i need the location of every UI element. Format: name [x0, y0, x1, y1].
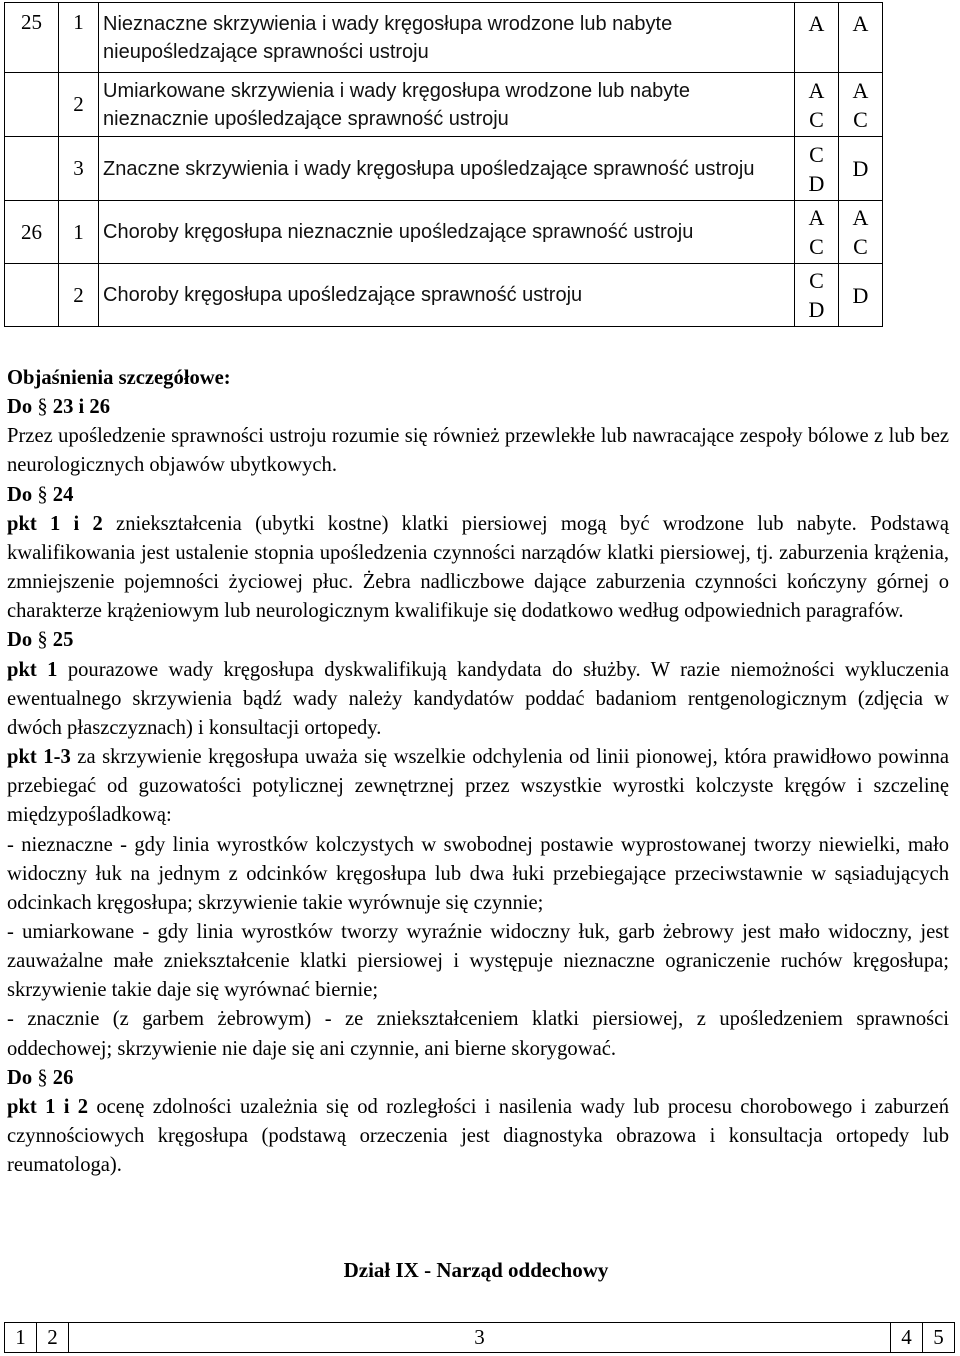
footer-cell-3: 3: [69, 1323, 891, 1353]
item-number: 2: [59, 264, 99, 327]
item-number: 3: [59, 137, 99, 201]
footer-cell-1: 1: [5, 1323, 37, 1353]
dash-item-severe: - znacznie (z garbem żebrowym) - ze zniekształceniem klatki piersiowej, z upośledzeniem sprawności oddechowej; skrzywienie nie daje się ani czynnie, ani bierne skorygować.: [7, 1008, 949, 1060]
table-row: [5, 201, 883, 264]
table-row: [5, 137, 883, 201]
category-b: D: [839, 264, 883, 327]
section-number: 25: [5, 3, 59, 73]
paragraph-25-pkt1-3: pkt 1-3 za skrzywienie kręgosłupa uważa się wszelkie odchylenia od linii pionowej, która prawidłowo powinna przebiegać od guzowatości potylicznej zewnętrznej przez wszystkie wyrostki kolczyste kręgów i szczelinę międzypośladkową:: [7, 746, 949, 827]
paragraph-26: pkt 1 i 2 ocenę zdolności uzależnia się od rozległości i nasilenia wady lub procesu chorobowego i zaburzeń czynnościowych kręgosłupa (podstawą orzeczenia jest diagnostyka obrazowa i konsultacja ortopedy lub reumatologa).: [7, 1095, 949, 1177]
section-number: 26: [5, 201, 59, 264]
category-a: A: [795, 3, 839, 73]
paragraph-25-pkt1: pkt 1 pourazowe wady kręgosłupa dyskwalifikują kandydata do służby. W razie niemożności wykluczenia ewentualnego skrzywienia bądź wady należy kandydatów poddać badaniom rentgenologicznym (zdjęcia w dwóch płaszczyznach) i konsultacji ortopedy.: [7, 658, 949, 739]
section-number: [5, 73, 59, 137]
category-a: A C: [795, 201, 839, 264]
category-a: A C: [795, 73, 839, 137]
paragraph-sign-icon: §: [37, 483, 48, 506]
subsection-header-25: Do § 25: [7, 629, 74, 652]
table-row: [5, 3, 883, 73]
subsection-header-24: Do § 24: [7, 483, 74, 506]
qualification-table: [4, 2, 883, 327]
item-number: 1: [59, 201, 99, 264]
item-description: Znaczne skrzywienia i wady kręgosłupa upośledzające sprawność ustroju: [99, 137, 795, 201]
section-number: [5, 137, 59, 201]
dash-item-mild: - nieznaczne - gdy linia wyrostków kolczystych w swobodnej postawie wyprostowanej tworzy niewielki, mało widoczny łuk na jednym z odcinków kręgosłupa lub dwa łuki przebiegające przeciwstawnie w sąsiadujących odcinkach kręgosłupa; skrzywienie takie wyrównuje się czynnie;: [7, 833, 949, 914]
category-a: C D: [795, 137, 839, 201]
paragraph-24: pkt 1 i 2 zniekształcenia (ubytki kostne) klatki piersiowej mogą być wrodzone lub nabyte. Podstawą kwalifikowania jest ustalenie stopnia upośledzenia czynności narządów klatki piersiowej, tj. zaburzenia krążenia, zmniejszenie pojemności życiowej płuc. Żebra nadliczbowe dające zaburzenia czynności kończyny górnej o charakterze krążeniowym lub neurologicznym kwalifikuje się dodatkowo według odpowiednich paragrafów.: [7, 512, 950, 623]
category-b: A C: [839, 73, 883, 137]
paragraph-sign-icon: §: [37, 629, 48, 652]
subsection-header-26: Do § 26: [7, 1066, 74, 1089]
table-row: [5, 264, 883, 327]
footer-cell-2: 2: [37, 1323, 69, 1353]
table-row: [5, 73, 883, 137]
paragraph-sign-icon: §: [37, 1066, 48, 1089]
section-title: Dział IX - Narząd oddechowy: [343, 1258, 609, 1282]
section-number: [5, 264, 59, 327]
category-b: D: [839, 137, 883, 201]
footer-cell-4: 4: [891, 1323, 923, 1353]
item-description: Nieznaczne skrzywienia i wady kręgosłupa wrodzone lub nabyte nieupośledzające sprawności ustroju: [99, 3, 795, 73]
item-number: 1: [59, 3, 99, 73]
category-b: A C: [839, 201, 883, 264]
footer-table: [4, 1322, 955, 1353]
explanations: [7, 364, 949, 1180]
dash-item-moderate: - umiarkowane - gdy linia wyrostków tworzy wyraźnie widoczny łuk, garb żebrowy jest mało widoczny, jest zauważalne małe zniekształcenie klatki piersiowej i występuje nieznaczne ograniczenie ruchów kręgosłupa; skrzywienie takie daje się wyrównać biernie;: [7, 920, 949, 1002]
paragraph-intro: Przez upośledzenie sprawności ustroju rozumie się również przewlekłe lub nawracające zespoły bólowe z lub bez neurologicznych objawów ubytkowych.: [7, 425, 949, 477]
item-description: Choroby kręgosłupa nieznacznie upośledzające sprawność ustroju: [99, 201, 795, 264]
item-description: Choroby kręgosłupa upośledzające sprawność ustroju: [99, 264, 795, 327]
explanations-heading: Objaśnienia szczegółowe:: [7, 367, 231, 389]
table-row: [5, 1323, 955, 1353]
category-a: C D: [795, 264, 839, 327]
category-b: A: [839, 3, 883, 73]
subsection-header-23-26: Do § 23 i 26: [7, 396, 110, 419]
footer-cell-5: 5: [923, 1323, 955, 1353]
item-description: Umiarkowane skrzywienia i wady kręgosłupa wrodzone lub nabyte nieznacznie upośledzające sprawność ustroju: [99, 73, 795, 137]
paragraph-sign-icon: §: [37, 396, 48, 419]
item-number: 2: [59, 73, 99, 137]
